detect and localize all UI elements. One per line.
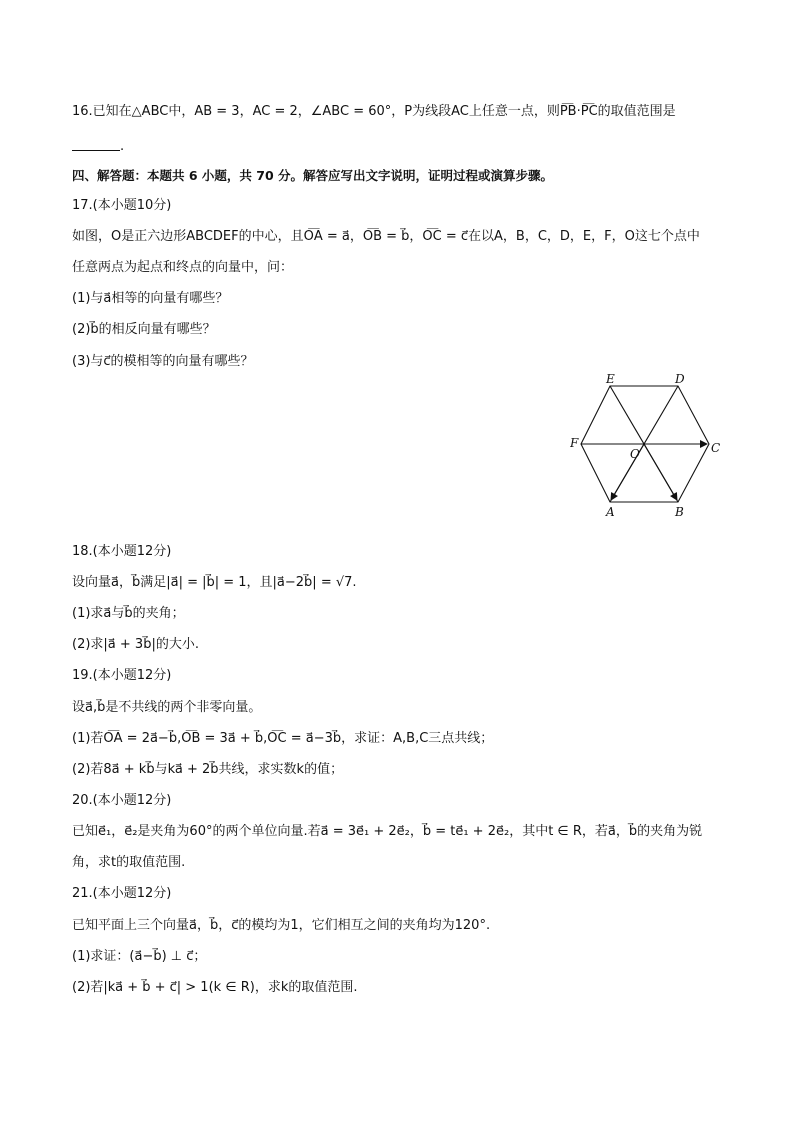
problem-17-q2: (2)b⃗的相反向量有哪些？ [72, 322, 216, 337]
problem-16-end: . [120, 139, 125, 154]
problem-19-header: 19.(本小题12分) [72, 668, 172, 683]
problem-21-line1: 已知平面上三个向量a⃗，b⃗，c⃗的模均为1，它们相互之间的夹角均为120°. [72, 918, 491, 933]
problem-19-q1: (1)若O͞A = 2a⃗−b⃗,O͞B = 3a⃗ + b⃗,O͞C = a⃗−3b⃗，求证：A,B,C三点共线； [72, 731, 494, 746]
problem-21-q2: (2)若|ka⃗ + b⃗ + c⃗| > 1(k ∈ R)，求k的取值范围. [72, 980, 358, 995]
label-c: C [711, 441, 721, 455]
problem-19-line1: 设a⃗,b⃗是不共线的两个非零向量。 [72, 700, 262, 715]
problem-21-header: 21.(本小题12分) [72, 886, 172, 901]
problem-17-header: 17.(本小题10分) [72, 198, 172, 213]
problem-17-line2: 任意两点为起点和终点的向量中，问： [72, 260, 294, 275]
problem-19-q2: (2)若8a⃗ + kb⃗与ka⃗ + 2b⃗共线，求实数k的值； [72, 762, 344, 777]
problem-18-q1: (1)求a⃗与b⃗的夹角； [72, 606, 185, 621]
problem-17-q1: (1)与a⃗相等的向量有哪些？ [72, 291, 229, 306]
problem-17-q3: (3)与c⃗的模相等的向量有哪些？ [72, 354, 254, 369]
label-e: E [606, 374, 615, 386]
answer-blank [72, 150, 120, 151]
problem-16-text: 16.已知在△ABC中，AB = 3，AC = 2，∠ABC = 60°，P为线段AC上任意一点，则P͞B·P͞C的取值范围是 [72, 104, 676, 119]
problem-20-line1: 已知e⃗₁，e⃗₂是夹角为60°的两个单位向量.若a⃗ = 3e⃗₁ + 2e⃗₂，b⃗ = te⃗₁ + 2e⃗₂，其中t ∈ R，若a⃗，b⃗的夹角为锐 [72, 824, 703, 839]
label-f: F [570, 436, 579, 450]
vector-ob [644, 444, 677, 500]
problem-21-q1: (1)求证：(a⃗−b⃗) ⊥ c⃗； [72, 949, 207, 964]
label-a: A [606, 505, 615, 519]
problem-18-line1: 设向量a⃗，b⃗满足|a⃗| = |b⃗| = 1，且|a⃗−2b⃗| = √7. [72, 575, 357, 590]
problem-18-q2: (2)求|a⃗ + 3b⃗|的大小. [72, 637, 199, 652]
section-heading: 四、解答题：本题共 6 小题，共 70 分。解答应写出文字说明，证明过程或演算步骤。 [72, 168, 554, 183]
hexagon-figure [570, 374, 730, 519]
problem-20-header: 20.(本小题12分) [72, 793, 172, 808]
label-d: D [675, 374, 685, 386]
problem-20-line2: 角，求t的取值范围. [72, 855, 186, 870]
problem-18-header: 18.(本小题12分) [72, 544, 172, 559]
problem-17-line1: 如图，O是正六边形ABCDEF的中心，且O͞A = a⃗，O͞B = b⃗，O͞C = c⃗在以A，B，C，D，E，F，O这七个点中 [72, 229, 700, 244]
label-o: O [630, 447, 640, 461]
label-b: B [675, 505, 684, 519]
